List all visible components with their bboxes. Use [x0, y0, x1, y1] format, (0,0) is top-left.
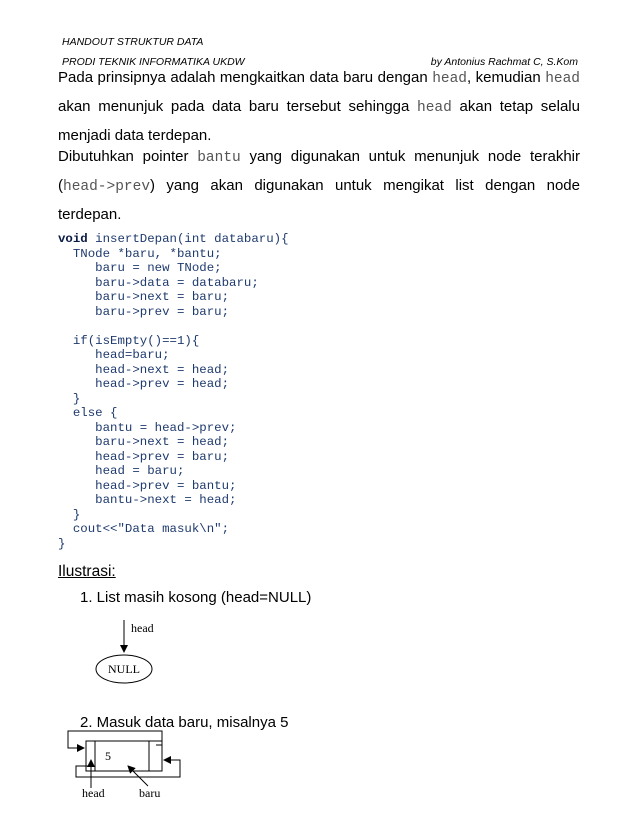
ilustrasi-heading: Ilustrasi: [58, 563, 116, 580]
baru-label: baru [139, 786, 161, 800]
code-line: baru->data = databaru; [58, 275, 259, 290]
text: akan tetap selalu [451, 98, 580, 115]
paragraph-line [58, 64, 580, 93]
step-2-label: 2. Masuk data baru, misalnya 5 [80, 714, 289, 731]
step-1-label: 1. List masih kosong (head=NULL) [80, 589, 312, 606]
code-line: head = baru; [58, 464, 185, 478]
diagram-first-node [60, 726, 190, 802]
node-box [86, 741, 162, 771]
code-word: bantu [197, 150, 241, 166]
paragraph-bantu [58, 143, 580, 229]
text: ) yang akan digunakan untuk mengikat list dengan node [150, 177, 580, 194]
code-line: head->next = head; [58, 362, 230, 377]
code-line: insertDepan(int databaru){ [87, 232, 289, 246]
code-line: bantu = head->prev; [58, 420, 237, 435]
head-label: head [131, 621, 154, 635]
text: , kemudian [467, 69, 546, 86]
code-line: else { [58, 406, 118, 420]
code-line: cout<<"Data masuk\n"; [58, 522, 230, 536]
paragraph-line [58, 143, 580, 172]
paragraph-line [58, 93, 580, 122]
code-line: baru->next = baru; [58, 290, 230, 304]
code-line: baru = new TNode; [58, 261, 222, 275]
header-title: HANDOUT STRUKTUR DATA [62, 36, 204, 48]
null-label: NULL [108, 662, 140, 676]
code-block [58, 232, 289, 551]
code-line: head->prev = head; [58, 377, 230, 391]
text: ( [58, 177, 63, 194]
code-line: } [58, 507, 81, 522]
code-word: head->prev [63, 179, 151, 195]
code-line: } [58, 391, 81, 406]
code-line: bantu->next = head; [58, 493, 237, 507]
paragraph-line [58, 172, 580, 201]
code-line: } [58, 536, 66, 551]
text: akan menunjuk pada data baru tersebut sehingga [58, 98, 418, 115]
code-keyword: void [58, 232, 88, 246]
head-label: head [82, 786, 105, 800]
text: Pada prinsipnya adalah mengkaitkan data baru dengan [58, 69, 433, 86]
diagram-empty-list [90, 615, 170, 690]
paragraph-line: terdepan. [58, 206, 122, 223]
code-line: baru->next = head; [58, 435, 230, 449]
code-word: head [545, 71, 580, 87]
text: yang digunakan untuk menunjuk node terakhir [240, 148, 580, 165]
header-prodi: PRODI TEKNIK INFORMATIKA UKDW [62, 56, 245, 68]
text: Dibutuhkan pointer [58, 148, 198, 165]
code-line: baru->prev = baru; [58, 304, 230, 319]
paragraph-intro [58, 64, 580, 150]
code-line: if(isEmpty()==1){ [58, 333, 200, 348]
code-word: head [432, 71, 467, 87]
code-line: TNode *baru, *bantu; [58, 246, 222, 261]
code-line: head->prev = bantu; [58, 478, 237, 493]
node-value: 5 [105, 749, 111, 763]
code-line: head=baru; [58, 348, 170, 362]
paragraph-line: menjadi data terdepan. [58, 127, 212, 144]
code-word: head [417, 100, 452, 116]
header-author: by Antonius Rachmat C, S.Kom [430, 56, 578, 68]
code-line: head->prev = baru; [58, 449, 230, 464]
